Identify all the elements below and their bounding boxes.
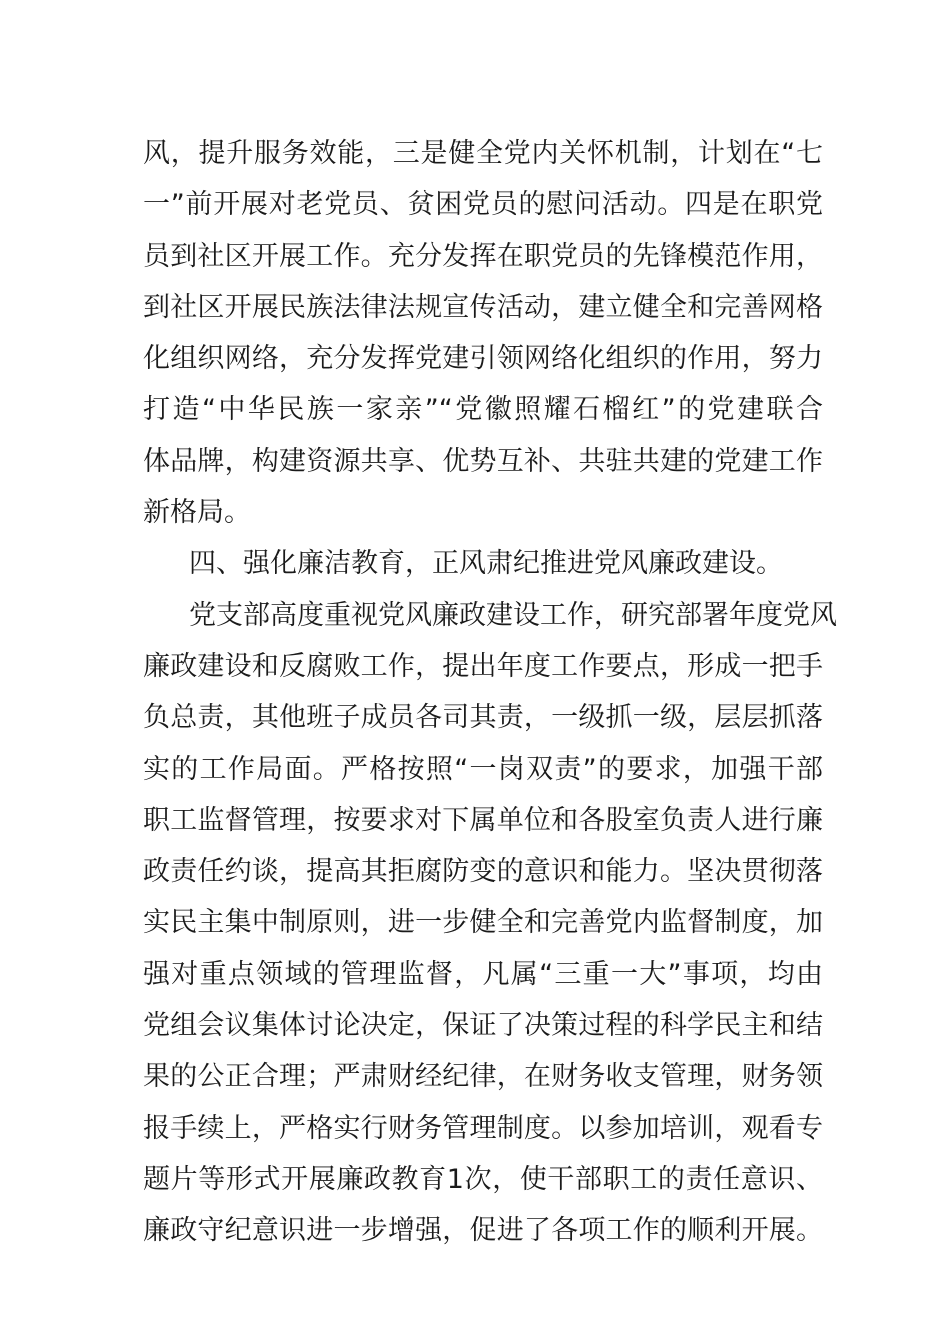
text-line: 党组会议集体讨论决定，保证了决策过程的科学民主和结	[143, 1010, 823, 1042]
paragraph-first-line: 党支部高度重视党风廉政建设工作，研究部署年度党风	[189, 599, 837, 631]
text-line: 到社区开展民族法律法规宣传活动，建立健全和完善网格	[143, 291, 823, 323]
paragraph-end-line: 新格局。	[143, 497, 251, 529]
text-line: 风，提升服务效能，三是健全党内关怀机制，计划在“七	[143, 138, 823, 169]
text-line: 化组织网络，充分发挥党建引领网络化组织的作用，努力	[143, 343, 823, 375]
section-heading: 四、强化廉洁教育，正风肃纪推进党风廉政建设。	[189, 548, 783, 580]
text-line: 廉政守纪意识进一步增强，促进了各项工作的顺利开展。	[143, 1215, 823, 1247]
text-line: 政责任约谈，提高其拒腐防变的意识和能力。坚决贯彻落	[143, 856, 823, 888]
text-line: 实的工作局面。严格按照“一岗双责”的要求，加强干部	[143, 753, 823, 785]
text-line: 一”前开展对老党员、贫困党员的慰问活动。四是在职党	[143, 189, 823, 221]
text-line: 打造“中华民族一家亲”“党徽照耀石榴红”的党建联合	[143, 394, 823, 426]
text-line: 强对重点领域的管理监督，凡属“三重一大”事项，均由	[143, 958, 823, 990]
text-line: 实民主集中制原则，进一步健全和完善党内监督制度，加	[143, 907, 823, 939]
body-text	[143, 128, 837, 1257]
text-line: 廉政建设和反腐败工作，提出年度工作要点，形成一把手	[143, 650, 823, 682]
text-line: 报手续上，严格实行财务管理制度。以参加培训，观看专	[143, 1112, 823, 1144]
text-line: 负总责，其他班子成员各司其责，一级抓一级，层层抓落	[143, 702, 823, 734]
text-line: 员到社区开展工作。充分发挥在职党员的先锋模范作用，	[143, 240, 823, 272]
text-line: 果的公正合理；严肃财经纪律，在财务收支管理，财务领	[143, 1061, 823, 1093]
text-line: 题片等形式开展廉政教育1次，使干部职工的责任意识、	[143, 1163, 823, 1195]
text-line: 体品牌，构建资源共享、优势互补、共驻共建的党建工作	[143, 445, 823, 477]
text-line: 职工监督管理，按要求对下属单位和各股室负责人进行廉	[143, 804, 823, 836]
